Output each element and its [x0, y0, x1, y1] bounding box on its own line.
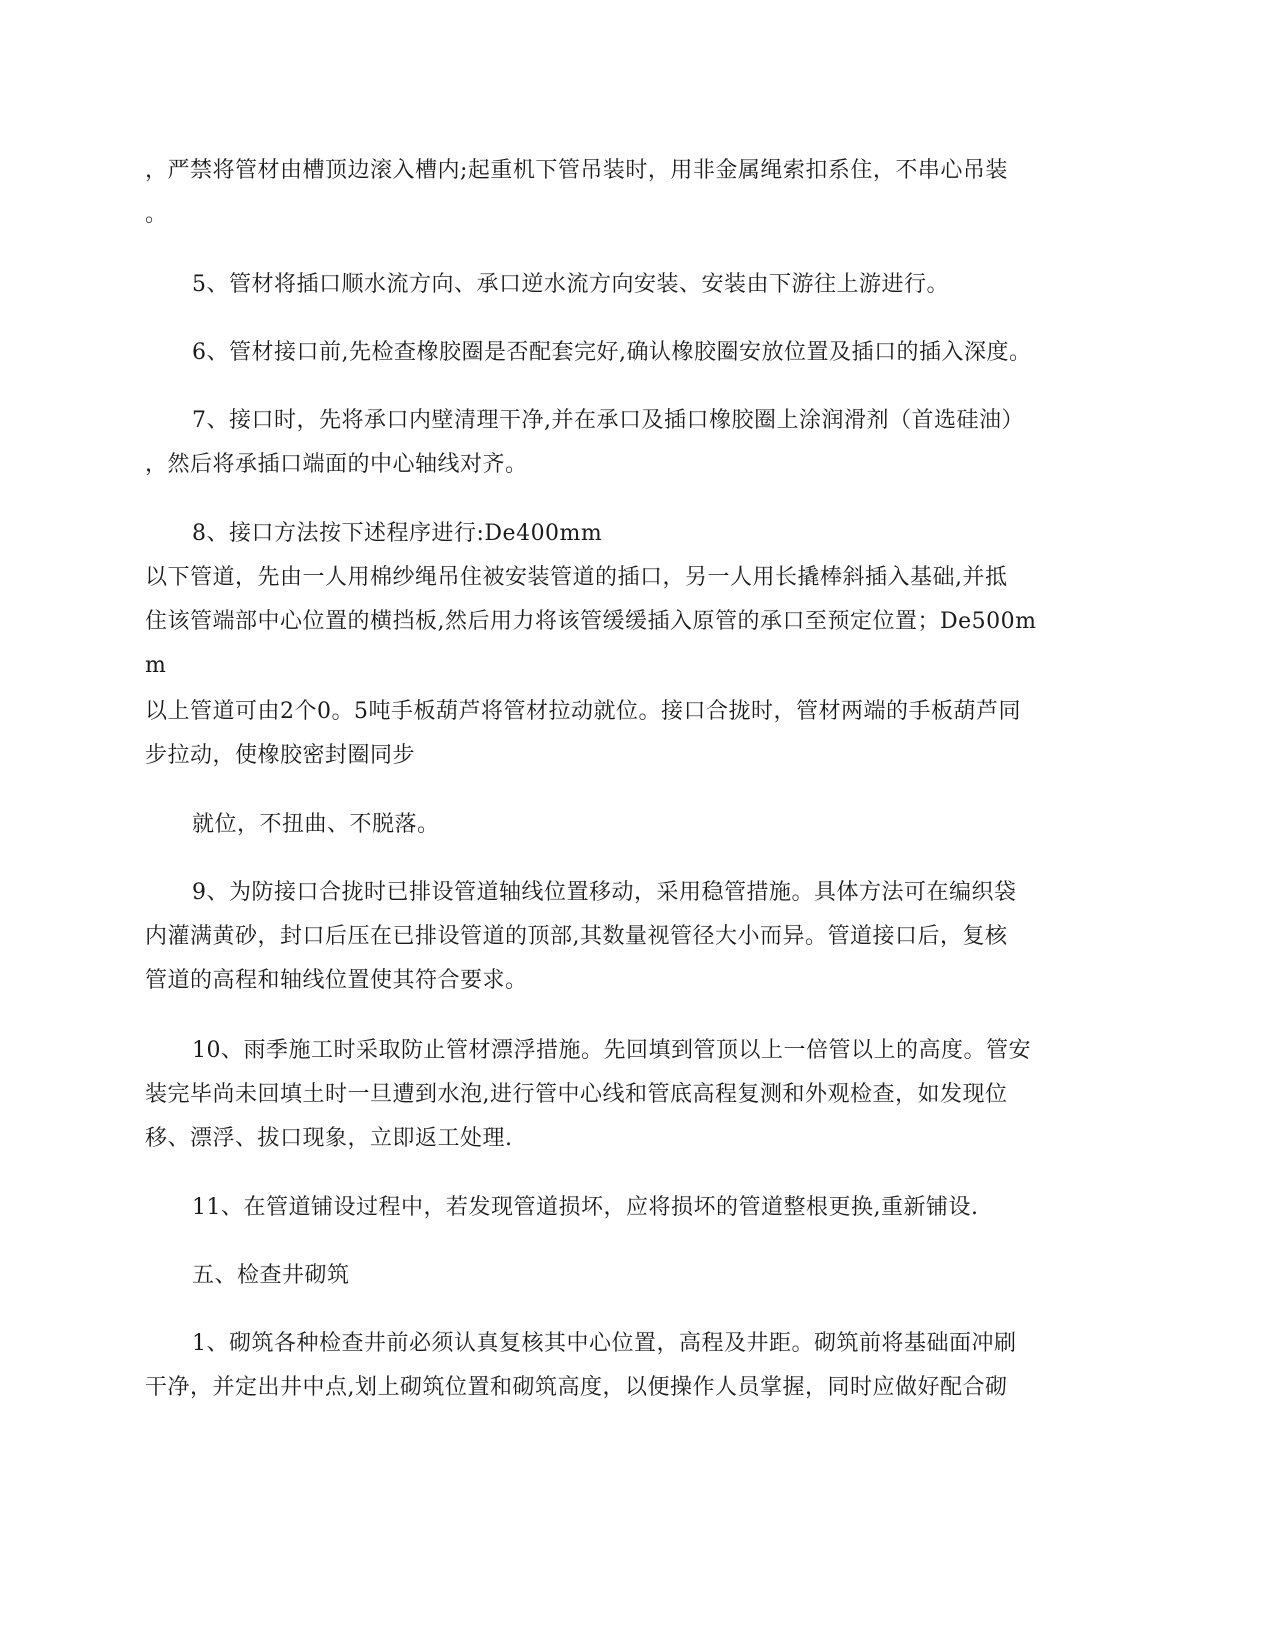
text-line: ，然后将承插口端面的中心轴线对齐。	[145, 452, 528, 477]
text-line: 以下管道，先由一人用棉纱绳吊住被安装管道的插口，另一人用长撬棒斜插入基础,并抵	[145, 565, 1008, 590]
text-line: 装完毕尚未回填土时一旦遭到水泡,进行管中心线和管底高程复测和外观检查，如发现位	[145, 1082, 1008, 1107]
text-line: 6、管材接口前,先检查橡胶圈是否配套完好,确认橡胶圈安放位置及插口的插入深度。	[192, 340, 1032, 365]
text-line: 9、为防接口合拢时已排设管道轴线位置移动，采用稳管措施。具体方法可在编织袋	[192, 880, 1017, 905]
text-line: 干净，并定出井中点,划上砌筑位置和砌筑高度，以便操作人员掌握，同时应做好配合砌	[145, 1375, 1008, 1400]
text-line: 。	[145, 202, 168, 227]
section-heading: 五、检查井砌筑	[192, 1263, 350, 1288]
text-line: 11、在管道铺设过程中，若发现管道损坏，应将损坏的管道整根更换,重新铺设.	[192, 1195, 979, 1220]
text-line: 管道的高程和轴线位置使其符合要求。	[145, 968, 528, 993]
text-line: 8、接口方法按下述程序进行:De400mm	[192, 521, 603, 546]
text-line: 5、管材将插口顺水流方向、承口逆水流方向安装、安装由下游往上游进行。	[192, 272, 949, 297]
text-line: 以上管道可由2个0。5吨手板葫芦将管材拉动就位。接口合拢时，管材两端的手板葫芦同	[145, 699, 1021, 724]
text-line: 步拉动，使橡胶密封圈同步	[145, 743, 416, 768]
text-line: 1、砌筑各种检查井前必须认真复核其中心位置，高程及井距。砌筑前将基础面冲刷	[192, 1331, 1017, 1356]
text-line: 住该管端部中心位置的横挡板,然后用力将该管缓缓插入原管的承口至预定位置；De500m	[145, 609, 1037, 634]
text-line: m	[145, 653, 167, 678]
text-line: 就位，不扭曲、不脱落。	[192, 812, 440, 837]
text-line: 7、接口时，先将承口内壁清理干净,并在承口及插口橡胶圈上涂润滑剂（首选硅油）	[192, 408, 1024, 433]
text-line: 内灌满黄砂，封口后压在已排设管道的顶部,其数量视管径大小而异。管道接口后，复核	[145, 924, 1008, 949]
text-line: ，严禁将管材由槽顶边滚入槽内;起重机下管吊装时，用非金属绳索扣系住，不串心吊装	[145, 158, 1008, 183]
text-line: 10、雨季施工时采取防止管材漂浮措施。先回填到管顶以上一倍管以上的高度。管安	[192, 1038, 1031, 1063]
text-line: 移、漂浮、拔口现象，立即返工处理.	[145, 1126, 513, 1151]
